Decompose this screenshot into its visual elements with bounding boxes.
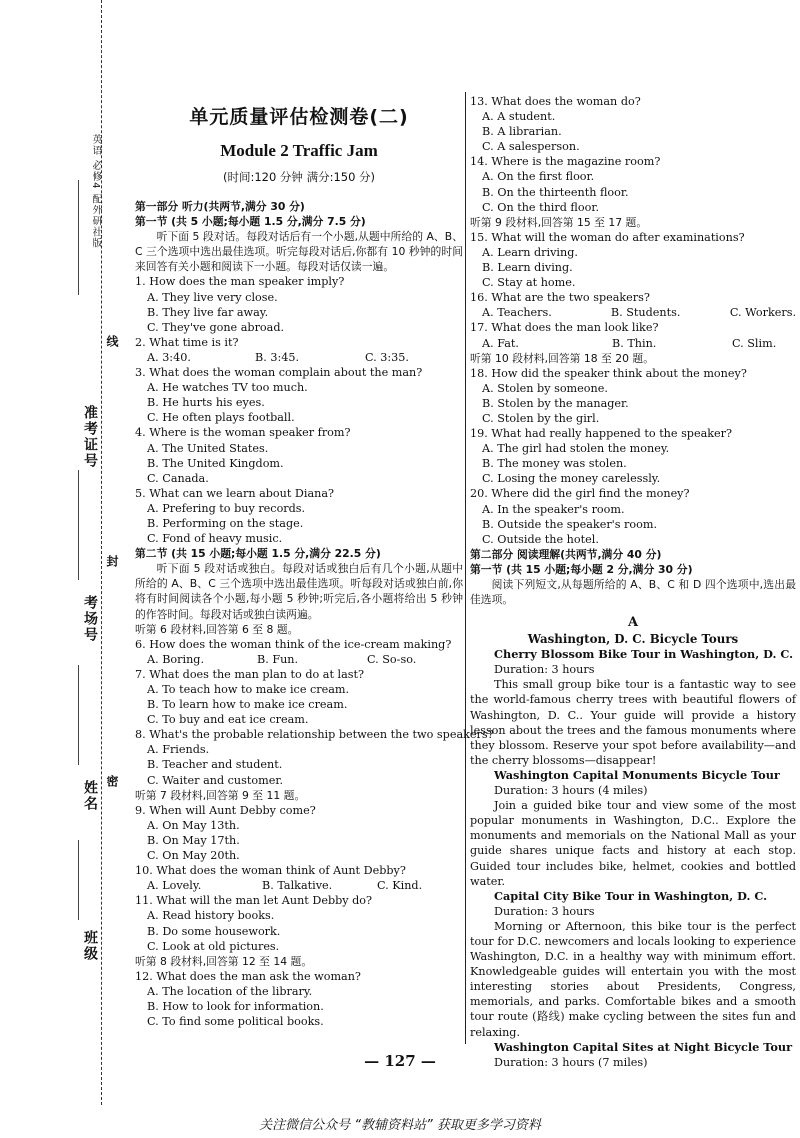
answer-option[interactable]: C. To buy and eat ice cream. [147,713,309,727]
tour-duration: Duration: 3 hours [494,663,595,677]
question-item [135,969,463,1029]
footer-note: 关注微信公众号 “教辅资料站” 获取更多学习资料 [259,1118,541,1133]
option-row [135,350,463,365]
answer-option[interactable]: B. The money was stolen. [482,457,627,471]
tour-duration: Duration: 3 hours (7 miles) [494,1055,648,1069]
answer-option[interactable]: A. Teachers. [482,306,552,320]
answer-option[interactable]: B. Stolen by the manager. [482,396,629,410]
question-stem: 20. Where did the girl find the money? [470,487,690,501]
part2-section1-instructions: 阅读下列短文,从每题所给的 A、B、C 和 D 四个选项中,选出最佳选项。 [470,578,796,607]
publisher-info: 英语 必修4 配外研社版 [90,134,101,249]
tour-block [470,889,796,1040]
answer-option[interactable]: C. Stolen by the girl. [482,411,600,425]
answer-option[interactable]: A. Fat. [482,336,519,350]
answer-option[interactable]: C. Stay at home. [482,276,576,290]
question-item [135,893,463,953]
answer-option[interactable]: B. Teacher and student. [147,758,283,772]
answer-option[interactable]: A. Stolen by someone. [482,381,608,395]
answer-option[interactable]: A. In the speaker's room. [482,502,625,516]
passage-letter: A [627,615,639,631]
right-column [470,94,796,1070]
module-title: Module 2 Traffic Jam [220,141,378,160]
tour-description: Join a guided bike tour and view some of the most popular monuments in Washington, D.C.. Explore the monuments and memorials on the National Mall as your guide shares unique facts and history at each stop. Guided tour includes bike, helmet, cookies and bottled water. [470,799,796,888]
question-item [135,365,463,425]
answer-option[interactable]: A. Friends. [147,743,210,757]
question-stem: 16. What are the two speakers? [470,291,650,305]
answer-option[interactable]: A. Lovely. [147,879,202,893]
answer-option[interactable]: A. He watches TV too much. [147,381,308,395]
question-item [470,154,796,214]
listening-note: 听第 9 段材料,回答第 15 至 17 题。 [470,215,648,229]
question-stem: 13. What does the woman do? [470,95,641,108]
answer-option[interactable]: C. Look at old pictures. [147,939,280,953]
question-stem: 3. What does the woman complain about the man? [135,366,423,380]
answer-option[interactable]: C. On May 20th. [147,849,240,863]
answer-option[interactable]: C. Fond of heavy music. [147,532,283,546]
option-row [470,305,796,320]
question-stem: 19. What had really happened to the speaker? [470,427,733,441]
answer-option[interactable]: A. The United States. [147,441,269,455]
answer-option[interactable]: C. He often plays football. [147,411,295,425]
seal-mark: 封 [105,555,119,567]
question-stem: 2. What time is it? [135,335,239,349]
question-item [470,486,796,546]
tour-title: Cherry Blossom Bike Tour in Washington, D. C. [494,647,794,662]
question-stem: 1. How does the man speaker imply? [135,275,345,289]
tour-duration: Duration: 3 hours (4 miles) [494,784,648,798]
answer-option[interactable]: B. A librarian. [482,125,562,139]
answer-option[interactable]: B. The United Kingdom. [147,456,284,470]
question-stem: 15. What will the woman do after examinations? [470,230,745,244]
column-divider [465,92,466,1044]
part1-heading: 第一部分 听力(共两节,满分 30 分) [135,200,305,213]
time-score: (时间:120 分钟 满分:150 分) [222,170,376,184]
question-stem: 11. What will the man let Aunt Debby do? [135,894,373,908]
answer-option[interactable]: C. Outside the hotel. [482,532,599,546]
question-item [470,230,796,290]
question-item [470,320,796,350]
passage-title: Washington, D. C. Bicycle Tours [527,632,739,647]
answer-option[interactable]: B. On the thirteenth floor. [482,185,629,199]
answer-option[interactable]: B. Do some housework. [147,924,281,938]
question-item [135,727,494,787]
answer-option[interactable]: A. To teach how to make ice cream. [147,683,350,696]
exam-title: 单元质量评估检测卷(二) [189,106,409,128]
answer-option[interactable]: B. Learn diving. [482,261,573,275]
question-stem: 12. What does the man ask the woman? [135,969,361,983]
option-row [135,652,463,667]
listening-note: 听第 6 段材料,回答第 6 至 8 题。 [135,622,299,636]
part2-section1-heading: 第一节 (共 15 小题;每小题 2 分,满分 30 分) [470,562,693,576]
answer-option[interactable]: C. On the third floor. [482,200,600,214]
answer-option[interactable]: A. A student. [482,110,556,124]
part2-heading: 第二部分 阅读理解(共两节,满分 40 分) [470,547,662,561]
answer-option[interactable]: C. Canada. [147,471,209,485]
listening-note: 听第 8 段材料,回答第 12 至 14 题。 [135,954,313,968]
question-item [135,335,463,365]
page-number: — 127 — [364,1052,436,1070]
question-item [470,290,796,320]
answer-option[interactable]: C. Losing the money carelessly. [482,472,661,486]
binding-margin [0,0,119,1100]
question-item [470,426,796,486]
tour-description: This small group bike tour is a fantastic way to see the world-famous cherry trees with beautiful flowers of Washington, D. C.. Your guide will provide a history lesson about the trees and the famous monuments where they blossom. Reserve your spot before availability—and the cherry blossoms—disappear! [470,678,796,767]
answer-option[interactable]: B. Students. [610,306,681,320]
answer-option[interactable]: B. How to look for information. [147,999,324,1013]
question-stem: 5. What can we learn about Diana? [135,486,334,500]
question-item [135,803,463,863]
question-stem: 9. When will Aunt Debby come? [135,803,316,817]
answer-option[interactable]: A. They live very close. [147,290,278,304]
tour-block [470,768,796,889]
question-stem: 6. How does the woman think of the ice-cream making? [135,637,452,651]
question-stem: 17. What does the man look like? [470,321,659,335]
answer-option[interactable]: B. On May 17th. [147,833,240,847]
answer-option[interactable]: C. They've gone abroad. [147,320,285,334]
tour-title: Washington Capital Sites at Night Bicycle Tour [494,1039,793,1054]
answer-option[interactable]: A. 3:40. [147,350,191,364]
answer-option[interactable]: B. Talkative. [262,879,333,893]
class-label: 班级 [82,930,98,962]
answer-option[interactable]: C. Kind. [377,879,423,893]
answer-option[interactable]: C. So-so. [367,652,417,666]
answer-option[interactable]: C. Workers. [729,306,796,320]
question-item [470,94,796,154]
question-stem: 8. What's the probable relationship between the two speakers? [135,728,494,742]
left-column [135,100,494,1029]
answer-option[interactable]: B. Outside the speaker's room. [482,517,658,531]
exam-number-blank[interactable] [78,180,79,295]
question-stem: 14. Where is the magazine room? [470,155,661,169]
part1-section2-heading: 第二节 (共 15 小题;每小题 1.5 分,满分 22.5 分) [135,547,381,561]
question-stem: 18. How did the speaker think about the money? [470,366,747,380]
tour-block [470,647,796,768]
answer-option[interactable]: B. Performing on the stage. [147,516,304,530]
tour-description: Morning or Afternoon, this bike tour is the perfect tour for D.C. newcomers and locals looking to experience Washington, D.C. in a healthy way with minimum effort. Knowledgeable guides will entertain you with the most interesting stories about Presidents, Congress, memorials, and parks. Comfortable bikes and a smooth tour route (路线) make cycling between the sites fun and relaxing. [470,919,796,1039]
part1-section1-instructions: 听下面 5 段对话。每段对话后有一个小题,从题中所给的 A、B、C 三个选项中选出最佳选项。听完每段对话后,你都有 10 秒钟的时间来回答有关小题和阅读下一小题。每段对话仅读一遍。 [135,230,463,274]
tour-title: Capital City Bike Tour in Washington, D. C. [494,888,768,903]
part1-section2-instructions: 听下面 5 段对话或独白。每段对话或独白后有几个小题,从题中所给的 A、B、C 三个选项中选出最佳选项。听每段对话或独白前,你将有时间阅读各个小题,每小题 5 秒钟;听完后,各小题将给出 5 秒钟的作答时间。每段对话或独白读两遍。 [135,562,463,621]
answer-option[interactable]: B. He hurts his eyes. [147,396,265,410]
answer-option[interactable]: A. The location of the library. [147,984,313,998]
answer-option[interactable]: C. A salesperson. [482,140,580,154]
question-item [135,486,463,546]
answer-option[interactable]: B. Fun. [257,652,299,666]
answer-option[interactable]: B. 3:45. [255,350,300,364]
room-number-label: 考场号 [82,595,98,643]
answer-option[interactable]: C. Waiter and customer. [147,773,284,787]
question-item [135,274,463,334]
listening-note: 听第 10 段材料,回答第 18 至 20 题。 [470,351,655,365]
question-stem: 10. What does the woman think of Aunt Debby? [135,864,406,878]
question-stem: 7. What does the man plan to do at last? [135,667,365,681]
answer-option[interactable]: A. Learn driving. [482,245,578,259]
secret-mark: 密 [105,775,119,787]
answer-option[interactable]: B. Thin. [612,336,657,350]
answer-option[interactable]: C. To find some political books. [147,1015,324,1029]
option-row [470,336,796,351]
answer-option[interactable]: A. On May 13th. [147,818,240,832]
answer-option[interactable]: A. Read history books. [147,909,275,923]
answer-option[interactable]: A. The girl had stolen the money. [482,442,670,456]
question-item [135,667,463,727]
line-mark: 线 [105,335,119,347]
answer-option[interactable]: B. To learn how to make ice cream. [147,698,348,712]
answer-option[interactable]: A. Prefering to buy records. [147,501,306,515]
answer-option[interactable]: B. They live far away. [147,305,269,319]
question-item [135,637,463,667]
class-blank[interactable] [78,840,79,920]
listening-note: 听第 7 段材料,回答第 9 至 11 题。 [135,788,306,802]
answer-option[interactable]: A. Boring. [147,652,204,666]
name-blank[interactable] [78,665,79,765]
room-number-blank[interactable] [78,470,79,580]
part1-section1-heading: 第一节 (共 5 小题;每小题 1.5 分,满分 7.5 分) [135,215,366,229]
tour-duration: Duration: 3 hours [494,904,595,918]
question-stem: 4. Where is the woman speaker from? [135,426,351,440]
answer-option[interactable]: A. On the first floor. [482,170,595,184]
question-item [135,425,463,485]
answer-option[interactable]: C. 3:35. [365,350,409,364]
exam-number-label: 准考证号 [82,405,98,469]
question-item [470,366,796,426]
tour-title: Washington Capital Monuments Bicycle Tour [494,767,780,782]
option-row [135,878,463,893]
question-item [135,863,463,893]
answer-option[interactable]: C. Slim. [732,336,777,350]
name-label: 姓名 [82,780,98,812]
